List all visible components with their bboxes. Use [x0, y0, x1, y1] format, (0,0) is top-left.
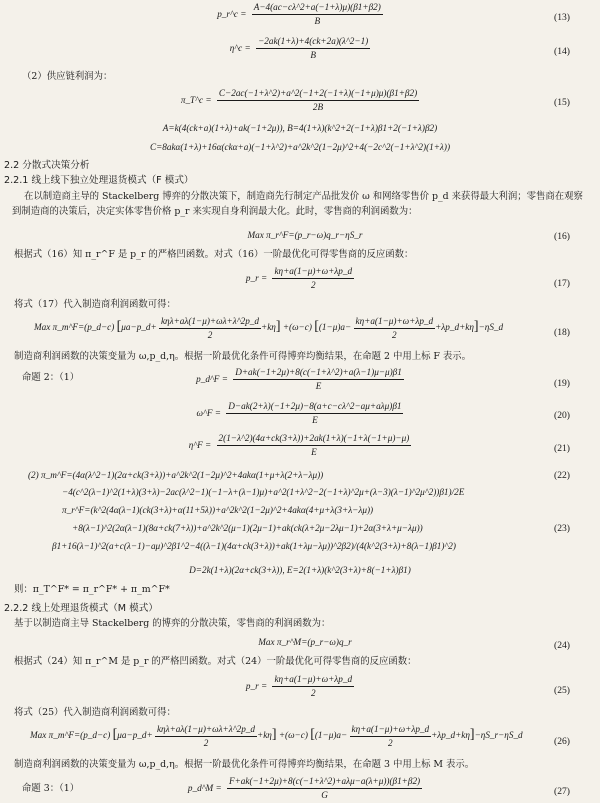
eq26-num2: kη+a(1−μ)+ω+λp_d [350, 724, 432, 737]
eq18-num2: kη+a(1−μ)+ω+λp_d [354, 316, 436, 329]
eq18-bracket2-end: +λp_d+kη [435, 322, 474, 333]
eq21-denominator: E [311, 446, 317, 457]
eq26-bracket2: (1−μ)a− [314, 730, 348, 741]
paragraph-f-decision-variables: 制造商利润函数的决策变量为 ω,p_d,η。根据一阶最优化条件可得博弈均衡结果，在命题 2 中用上标 F 表示。 [14, 351, 472, 362]
paragraph-m-mode-intro: 基于以制造商主导 Stackelberg 的博弈的分散决策，零售商的利润函数为： [14, 618, 331, 629]
eq27-numerator: F+ak(−1+2μ)+8(c(−1+λ^2)+aλμ−a(λ+μ))(β1+β2) [227, 776, 422, 789]
equation-16: Max π_r^F=(p_r−ω)q_r−ηS_r [247, 230, 363, 240]
equation-25 [210, 674, 390, 698]
eq26-den2: 2 [388, 737, 393, 748]
eq26-mid: +(ω−c) [278, 730, 308, 741]
equation-24: Max π_r^M=(p_r−ω)q_r [258, 637, 352, 647]
definition-C: C=8akα(1+λ)+16α(ckα+a)(−1+λ^2)+a^2k^2(1−2μ)^2+4(−2c^2(−1+λ^2)(1+λ)) [149, 142, 451, 152]
eq14-denominator: B [310, 49, 316, 60]
eq25-numerator: kη+a(1−μ)+ω+λp_d [272, 674, 354, 687]
equation-14 [185, 36, 415, 60]
eq19-numerator: D+ak(−1+2μ)+8(c(−1+λ^2)+a(λ−1)μ−μ)β1 [233, 367, 404, 380]
eq25-denominator: 2 [310, 687, 316, 698]
equation-23-line3: β1+16(λ−1)^2(a+c(λ−1)−aμ)^2β1^2−4((λ−1)(4α+ck(3+λ))+ak(1+λμ−λμ))^2β2)/(4(k^2(3+λ)+8(λ−1)β1)^2) [52, 541, 456, 551]
eq13-numerator: A−4(ac−cλ^2+a(−1+λ)μ)(β1+β2) [252, 2, 383, 15]
eq18-den1: 2 [207, 329, 213, 340]
eq20-denominator: E [312, 414, 318, 425]
supply-chain-profit-label: （2）供应链利润为： [22, 71, 113, 82]
eq17-numerator: kη+a(1−μ)+ω+λp_d [272, 266, 354, 279]
eq26-pre: Max π_m^F=(p_d−c) [30, 730, 111, 741]
eq23-number: (23) [554, 523, 570, 534]
eq17-lhs: p_r = [245, 272, 268, 283]
eq18-den2: 2 [392, 329, 397, 340]
eq25-lhs: p_r = [245, 680, 268, 691]
definition-D-E: D=2k(1+λ)(2α+ck(3+λ)), E=2(1+λ)(k^2(3+λ)+8(−1+λ)β1) [189, 565, 411, 575]
paragraph-m-decision-variables: 制造商利润函数的决策变量为 ω,p_d,η。根据一阶最优化条件可得博弈均衡结果，在命题 3 中用上标 M 表示。 [14, 759, 475, 770]
equation-23-line2: +8(λ−1)^2(2α(λ−1)(8α+ck(7+λ))+a^2k^2(μ−1)(2μ−1)+ak(ck(λ+2μ−2λμ−1)+2α(3+λ+μ−λμ)) [72, 523, 423, 533]
eq18-bracket1-end: +kη [261, 322, 276, 333]
eq14-lhs: η^c = [229, 42, 251, 53]
eq19-number: (19) [554, 378, 570, 389]
eq21-lhs: η^F = [188, 439, 212, 450]
equation-17 [210, 266, 390, 290]
equation-20 [140, 401, 460, 425]
eq27-lhs: p_d^M = [187, 782, 222, 793]
eq15-numerator: C−2ac(−1+λ^2)+a^2(−1+2(−1+λ)(−1+μ)μ)(β1+β2) [217, 88, 419, 101]
equation-23-line1: π_r^F=(k^2(4α(λ−1)(ck(3+λ)+α(11+5λ))+a^2k^2(1−2μ)^2+4akα(4+μ+λ(3+λ−λμ)) [62, 505, 374, 515]
eq15-number: (15) [554, 97, 570, 108]
equation-13 [170, 2, 430, 26]
eq18-number: (18) [554, 327, 570, 338]
eq26-den1: 2 [203, 737, 209, 748]
eq26-num1: kηλ+aλ(1−μ)+ωλ+λ^2p_d [155, 724, 257, 737]
eq13-lhs: p_r^c = [217, 8, 247, 19]
eq14-numerator: −2ak(1+λ)+4(ck+2a)(λ^2−1) [256, 36, 370, 49]
proposition-3-label: 命题 3：（1） [22, 783, 80, 794]
equation-19 [140, 367, 460, 391]
eq27-denominator: G [321, 789, 328, 800]
eq17-denominator: 2 [310, 279, 316, 290]
eq18-post: −ηS_d [478, 322, 504, 333]
equation-27 [125, 776, 485, 800]
eq26-bracket1: μa−p_d+ [117, 730, 153, 741]
equation-22-line1: (2) π_m^F=(4α(λ^2−1)(2α+ck(3+λ))+a^2k^2(1−2μ)^2+4akα(1+μ+λ(2+λ−λμ)) [28, 470, 324, 480]
eq26-bracket1-end: +kη [257, 730, 272, 741]
eq19-lhs: p_d^F = [196, 373, 228, 384]
eq20-lhs: ω^F = [196, 407, 221, 418]
section-2-2-1-heading: 2.2.1 线上线下独立处理退货模式（F 模式） [4, 175, 194, 186]
eq18-num1: kηλ+aλ(1−μ)+ωλ+λ^2p_d [159, 316, 261, 329]
paragraph-m-reaction: 根据式（24）知 π_r^M 是 p_r 的严格凹函数。对式（24）一阶最优化可得零售商的反应函数： [14, 656, 417, 667]
section-2-2-heading: 2.2 分散式决策分析 [4, 160, 90, 171]
equation-18: Max π_m^F=(p_d−c) [μa−p_d+ $\frac{\text{kηλ+aλ(1−μ)+ωλ+λ\textasciicircum{}2p\_d}}{2}$ +kη] +(ω−c) [(1−μ)a− $\frac{k\eta+a(1-\mu)+\omega+\lambda p\_d}{2}$ +λp_d+kη]−ηS_d [34, 316, 504, 340]
eq13-denominator: B [314, 15, 321, 26]
eq27-number: (27) [554, 786, 570, 797]
eq18-bracket1: μa−p_d+ [121, 322, 157, 333]
paragraph-f-reaction: 根据式（16）知 π_r^F 是 p_r 的严格凹函数。对式（16）一阶最优化可得零售商的反应函数： [14, 249, 414, 260]
equation-21 [130, 433, 470, 457]
eq17-number: (17) [554, 278, 570, 289]
section-2-2-2-heading: 2.2.2 线上处理退货模式（M 模式） [4, 603, 158, 614]
eq26-number: (26) [554, 736, 570, 747]
eq21-number: (21) [554, 443, 570, 454]
eq21-numerator: 2(1−λ^2)(4α+ck(3+λ))+2ak(1+λ)(−1+λ(−1+μ)−μ) [217, 433, 412, 446]
eq22-number: (22) [554, 470, 570, 481]
proposition-2-label: 命题 2：（1） [22, 372, 80, 383]
eq15-lhs: π_T^c = [180, 94, 212, 105]
equation-22-line2: −4(c^2(λ−1)^2(1+λ)(3+λ)−2ac(λ^2−1)(−1−λ+(λ−1)μ)+a^2(1+λ^2−2(−1+λ)^2μ+(λ−3)(λ−1)^2μ^2))β1)/2E [62, 487, 465, 497]
paragraph-m-substitute: 将式（25）代入制造商利润函数可得： [14, 707, 176, 718]
eq20-number: (20) [554, 410, 570, 421]
eq15-denominator: 2B [312, 101, 324, 112]
paragraph-f-substitute: 将式（17）代入制造商利润函数可得： [14, 299, 176, 310]
total-profit-statement: 则：π_T^F* = π_r^F* + π_m^F* [14, 584, 170, 595]
eq20-numerator: D−ak(2+λ)(−1+2μ)−8(a+c−cλ^2−aμ+aλμ)β1 [226, 401, 403, 414]
eq24-number: (24) [554, 640, 570, 651]
equation-15 [120, 88, 480, 112]
definition-A-B: A=k(4(ck+a)(1+λ)+ak(−1+2μ)), B=4(1+λ)(k^2+2(−1+λ)β1+2(−1+λ)β2) [162, 123, 438, 133]
eq16-number: (16) [554, 231, 570, 242]
eq26-post: −ηS_r−ηS_d [474, 730, 523, 741]
eq25-number: (25) [554, 685, 570, 696]
equation-26: Max π_m^F=(p_d−c) [μa−p_d+ $\frac{\text{kηλ+aλ(1−μ)+ωλ+λ\textasciicircum{}2p\_d}}{2}$ +kη] +(ω−c) [(1−μ)a− $\frac{k\eta+a(1-\mu)+\omega+\lambda p\_d}{2}$ +λp_d+kη]−ηS_r−ηS_d [30, 724, 523, 748]
eq26-bracket2-end: +λp_d+kη [431, 730, 470, 741]
eq18-pre: Max π_m^F=(p_d−c) [34, 322, 115, 333]
eq19-denominator: E [315, 380, 322, 391]
eq18-bracket2: (1−μ)a− [318, 322, 352, 333]
eq18-mid: +(ω−c) [282, 322, 312, 333]
eq14-number: (14) [554, 46, 570, 57]
paragraph-f-mode-intro: 在以制造商主导的 Stackelberg 博弈的分散决策下，制造商先行制定产品批发价 ω 和网络零售价 p_d 来获得最大利润；零售商在观察到制造商的决策后，决定实体零售价格 p_r 来实现自身利润最大化。此时，零售商的利润函数为： [12, 191, 583, 217]
eq13-number: (13) [554, 12, 570, 23]
